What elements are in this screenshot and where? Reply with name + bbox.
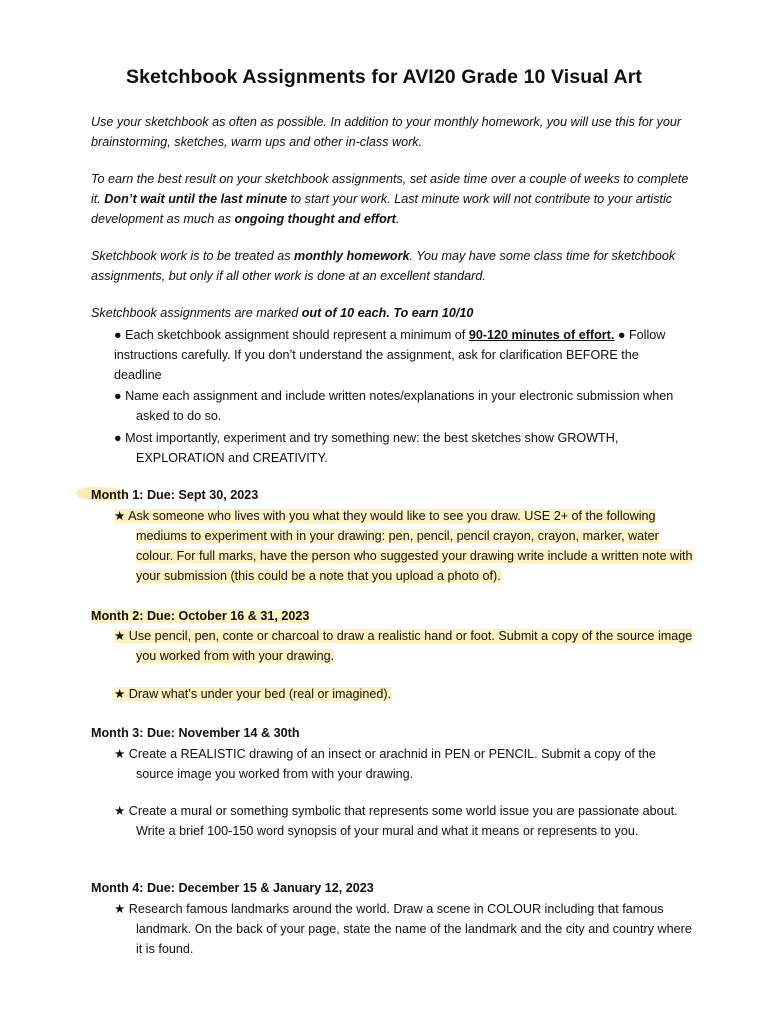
intro-p4-bold: out of 10 each. To earn 10/10 <box>301 306 474 320</box>
month-2-heading <box>91 606 309 626</box>
criteria-1-text-a: ● Each sketchbook assignment should represent a minimum of <box>114 328 469 342</box>
month-4-heading: Month 4: Due: December 15 & January 12, 2023 <box>91 881 374 895</box>
criteria-item-3: ● Most importantly, experiment and try something new: the best sketches show GROWTH, EXPLORATION and CREATIVITY. <box>114 431 619 465</box>
month-2-item-2-text: ★ Draw what’s under your bed (real or imagined). <box>114 687 392 701</box>
intro-p2-bold-b: ongoing thought and effort <box>234 212 396 226</box>
document-title: Sketchbook Assignments for AVI20 Grade 10 Visual Art <box>126 66 642 88</box>
criteria-item-2: ● Name each assignment and include written notes/explanations in your electronic submission when asked to do so. <box>114 389 674 423</box>
month-4-item-1: ★ Research famous landmarks around the world. Draw a scene in COLOUR including that famous landmark. On the back of your page, state the name of the landmark and the city and country where it is found. <box>114 902 692 956</box>
intro-p2-text-b: to start your work. Last minute work will not contribute to your artistic development as much as <box>91 192 673 226</box>
intro-paragraph-2 <box>91 169 691 229</box>
month-3-item-1: ★ Create a REALISTIC drawing of an insect or arachnid in PEN or PENCIL. Submit a copy of the source image you worked from with your drawing. <box>114 747 656 781</box>
intro-p3-text-b: . You may have some class time for sketchbook assignments, but only if all other work is done at an excellent standard. <box>91 249 676 283</box>
intro-p2-bold-a: Don’t wait until the last minute <box>104 192 288 206</box>
intro-p2-text-c: . <box>395 212 400 226</box>
month-2-item-1-text: ★ Use pencil, pen, conte or charcoal to draw a realistic hand or foot. Submit a copy of the source image you worked from with your drawing. <box>114 629 693 663</box>
intro-paragraph-4 <box>91 303 691 323</box>
month-3-item-2: ★ Create a mural or something symbolic that represents some world issue you are passionate about. Write a brief 100-150 word synopsis of your mural and what it means or represents to you. <box>114 804 678 838</box>
intro-paragraph-1: Use your sketchbook as often as possible. In addition to your monthly homework, you will use this for your brainstorming, sketches, warm ups and other in-class work. <box>91 115 682 149</box>
month-2-item-1 <box>114 626 696 666</box>
intro-p2-text-a: To earn the best result on your sketchbook assignments, set aside time over a couple of weeks to complete it. <box>91 172 689 206</box>
criteria-1-text-b: ● Follow instructions carefully. If you don’t understand the assignment, ask for clarification BEFORE the deadline <box>114 328 666 382</box>
intro-p3-text-a: Sketchbook work is to be treated as <box>91 249 295 263</box>
intro-p4-text: Sketchbook assignments are marked <box>91 306 302 320</box>
month-2-item-2 <box>114 684 696 704</box>
month-3-heading: Month 3: Due: November 14 & 30th <box>91 726 300 740</box>
month-1-item-1-text: ★ Ask someone who lives with you what they would like to see you draw. USE 2+ of the following mediums to experiment with in your drawing: pen, pencil, pencil crayon, crayon, marker, water colour. For full marks, have the person who suggested your drawing write include a written note with your submission (this could be a note that you upload a photo of). <box>114 509 693 583</box>
criteria-1-underlined: 90-120 minutes of effort. <box>468 328 615 342</box>
month-1-heading: Month 1: Due: Sept 30, 2023 <box>91 488 259 502</box>
month-1-item-1 <box>114 506 696 586</box>
month-2-heading-text: Month 2: Due: October 16 & 31, 2023 <box>91 609 310 623</box>
intro-paragraph-3 <box>91 246 691 286</box>
intro-p3-bold: monthly homework <box>294 249 410 263</box>
criteria-item-1 <box>114 325 674 385</box>
